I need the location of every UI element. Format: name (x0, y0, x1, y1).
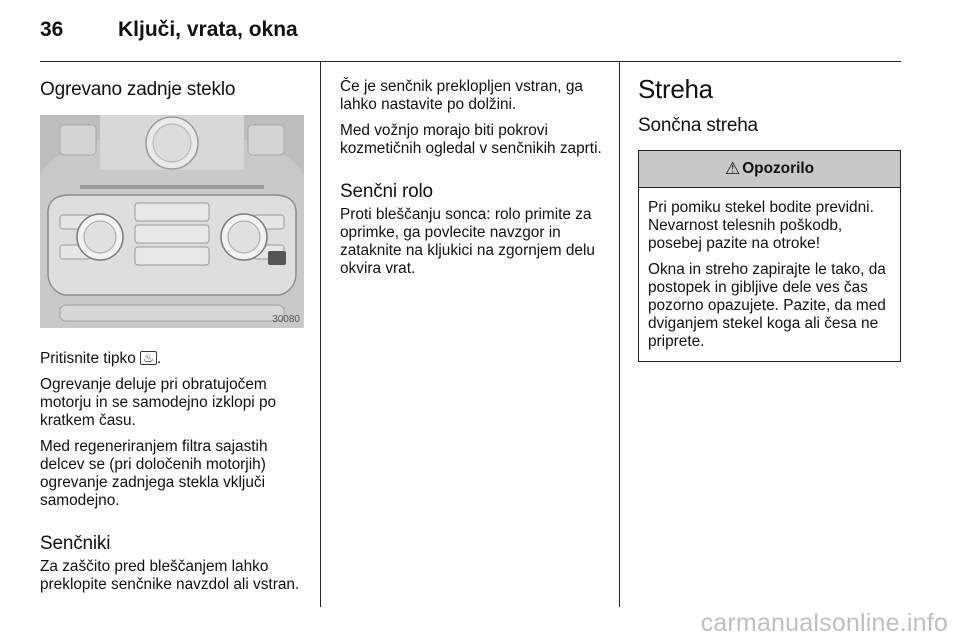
press-button-instruction (40, 350, 304, 368)
warning-header (639, 151, 900, 188)
page-number: 36 (40, 18, 64, 41)
warning-paragraph-2: Okna in streho zapirajte le tako, da postopek in gibljive dele ves čas pozorno opazujete. Pazite, da med dviganjem stekel koga ali česa ne priprete. (648, 261, 886, 350)
paragraph-filter-regeneration: Med regeneriranjem filtra sajastih delcev se (pri določenih motorjih) ogrevanje zadnjega stekla vključi samodejno. (40, 438, 268, 509)
section-heading-sun-visors: Senčniki (40, 533, 111, 554)
press-end: . (156, 350, 162, 367)
warning-paragraph-1: Pri pomiku stekel bodite previdni. Nevarnost telesnih poškodb, posebej pazite na otroke! (648, 199, 874, 252)
figure-number: 30080 (272, 314, 300, 325)
page-header (40, 18, 920, 48)
control-panel-drawing (40, 115, 304, 328)
paragraph-vanity-mirrors: Med vožnjo morajo biti pokrovi kozmetičnih ogledal v senčnikih zaprti. (340, 122, 602, 157)
chapter-title: Ključi, vrata, okna (118, 18, 298, 41)
rear-window-heat-icon: ♨ (140, 351, 157, 365)
column-1 (40, 62, 304, 594)
column-2 (340, 62, 605, 278)
warning-body (639, 188, 900, 361)
section-heading-rear-window: Ogrevano zadnje steklo (40, 79, 236, 100)
warning-title: Opozorilo (742, 160, 815, 177)
column-3 (638, 62, 902, 362)
watermark: carmanualsonline.info (700, 609, 948, 637)
paragraph-sun-visors: Za zaščito pred bleščanjem lahko preklopite senčnike navzdol ali vstran. (40, 558, 300, 593)
press-text: Pritisnite tipko (40, 350, 136, 367)
section-heading-sun-blind: Senčni rolo (340, 181, 433, 202)
warning-triangle-icon: ⚠ (724, 159, 741, 178)
paragraph-visor-side: Če je senčnik preklopljen vstran, ga lahko nastavite po dolžini. (340, 78, 583, 113)
paragraph-heating-operation: Ogrevanje deluje pri obratujočem motorju in se samodejno izklopi po kratkem času. (40, 376, 277, 429)
section-heading-roof: Streha (638, 74, 713, 104)
column-divider-1 (320, 62, 321, 607)
warning-box (638, 150, 901, 362)
climate-control-panel-illustration (40, 115, 304, 328)
column-divider-2 (619, 62, 620, 607)
paragraph-sun-blind: Proti bleščanju sonca: rolo primite za oprimke, ga povlecite navzgor in zataknite na kljukici na zgornjem delu okvira vrat. (340, 206, 595, 277)
section-heading-sunroof: Sončna streha (638, 115, 758, 136)
